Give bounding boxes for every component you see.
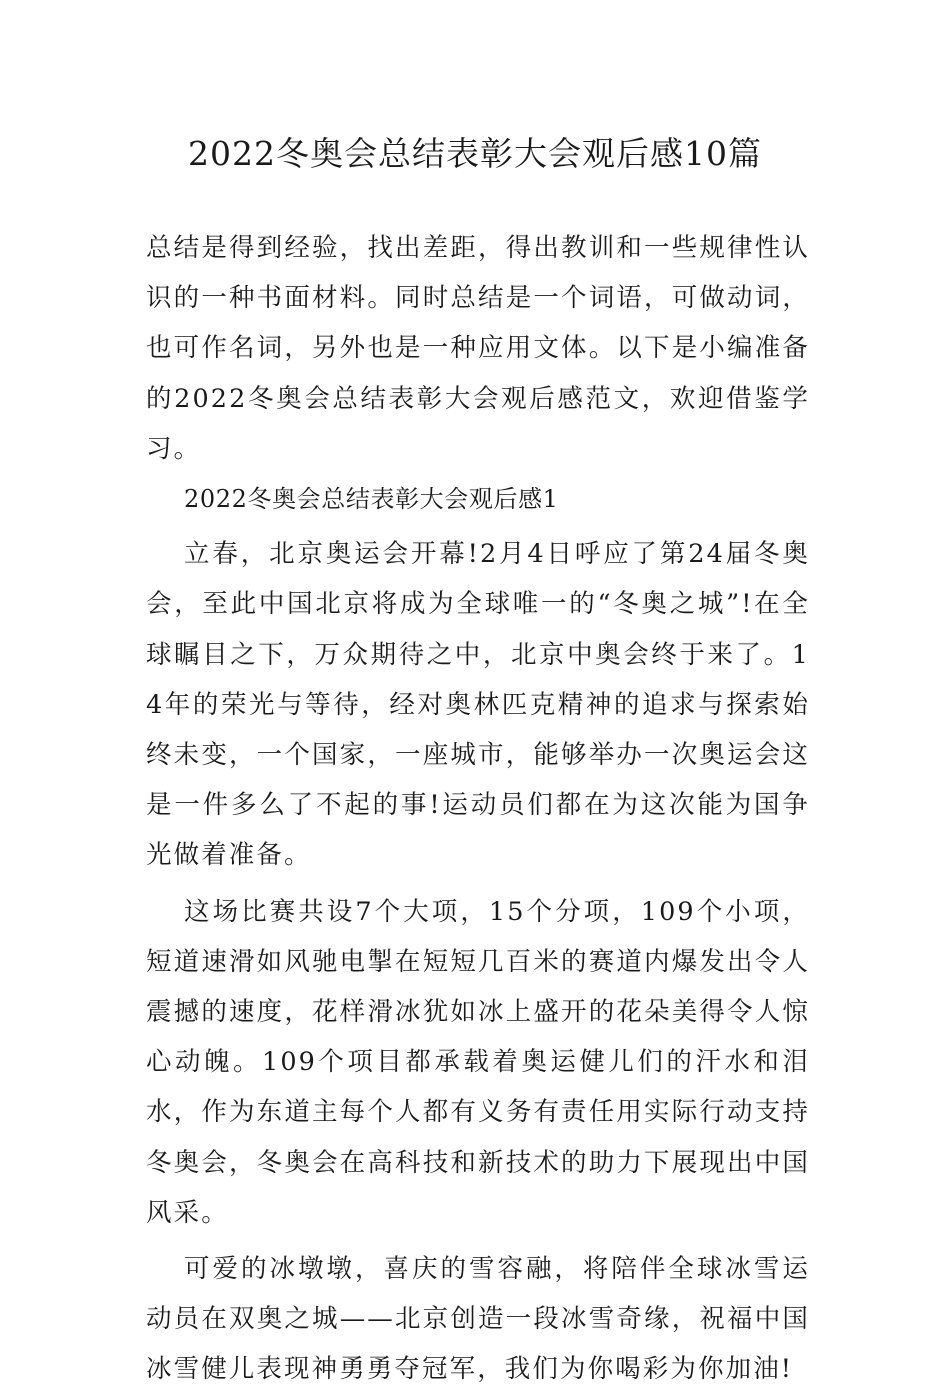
section-heading: 2022冬奥会总结表彰大会观后感1 [184,485,559,514]
body-paragraph-3: 可爱的冰墩墩，喜庆的雪容融，将陪伴全球冰雪运动员在双奥之城——北京创造一段冰雪奇缘，祝福中国冰雪健儿表现神勇勇夺冠军，我们为你喝彩为你加油! [146,1254,810,1385]
document-title: 2022冬奥会总结表彰大会观后感10篇 [188,134,762,173]
intro-paragraph: 总结是得到经验，找出差距，得出教训和一些规律性认识的一种书面材料。同时总结是一个词语，可做动词，也可作名词，另外也是一种应用文体。以下是小编准备的2022冬奥会总结表彰大会观后感范文，欢迎借鉴学习。 [146,233,810,464]
document-body [146,223,810,1395]
body-paragraph-2: 这场比赛共设7个大项，15个分项，109个小项，短道速滑如风驰电掣在短短几百米的赛道内爆发出令人震撼的速度，花样滑冰犹如冰上盛开的花朵美得令人惊心动魄。109个项目都承载着奥运健儿们的汗水和泪水，作为东道主每个人都有义务有责任用实际行动支持冬奥会，冬奥会在高科技和新技术的助力下展现出中国风采。 [146,896,810,1228]
body-paragraph-1: 立春，北京奥运会开幕!2月4日呼应了第24届冬奥会，至此中国北京将成为全球唯一的“冬奥之城”!在全球瞩目之下，万众期待之中，北京中奥会终于来了。14年的荣光与等待，经对奥林匹克精神的追求与探索始终未变，一个国家，一座城市，能够举办一次奥运会这是一件多么了不起的事!运动员们都在为这次能为国争光做着准备。 [146,539,810,871]
